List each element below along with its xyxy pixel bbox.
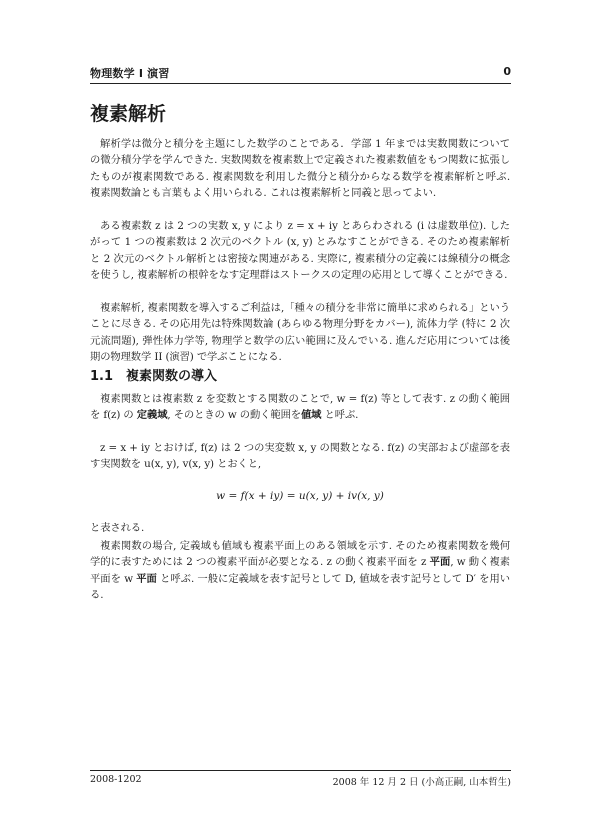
section-p4-text-b: , w 動く複素平面を w xyxy=(90,556,510,585)
section-title: 複素関数の導入 xyxy=(126,369,218,384)
term-w-plane: 平面 xyxy=(136,572,157,585)
section-p1-text-c: と呼ぶ. xyxy=(321,409,359,422)
header-title: 物理数学 I 演習 xyxy=(90,67,170,80)
section-paragraph-3: と表される. xyxy=(90,522,145,534)
section-heading xyxy=(90,365,217,384)
chapter-paragraph-3: 複素解析, 複素関数を導入するご利益は,「種々の積分を非常に簡単に求められる」ということに尽きる. その応用先は特殊関数論 (あらゆる物理分野をカバー), 流体力学 (特に 2 次元流問題), 弾性体力学等, 物理学と数学の広い範囲に及んでいる. 進んだ応用については後期の物理数学 II (演習) で学ぶことになる. xyxy=(90,302,510,364)
section-p4-text-c: と呼ぶ. 一般に定義域を表す記号として D, 値域を表す記号として D′ を用いる. xyxy=(90,572,510,602)
term-z-plane: 平面 xyxy=(429,556,451,569)
term-range: 値域 xyxy=(300,409,322,422)
section-number: 1.1 xyxy=(90,369,114,384)
footer-doc-id: 2008-1202 xyxy=(90,774,142,785)
section-p1-text-b: , そのときの w の動く範囲を xyxy=(167,409,301,422)
section-paragraph-2: z = x + iy とおけば, f(z) は 2 つの実変数 x, y の関数となる. f(z) の実部および虚部を表す実関数を u(x, y), v(x, y) とおくと, xyxy=(90,442,510,471)
header-page-number: 0 xyxy=(503,65,511,78)
chapter-paragraph-2: ある複素数 z は 2 つの実数 x, y により z = x + iy とあらわされる (i は虚数単位). したがって 1 つの複素数は 2 次元のベクトル (x, y) とみなすことができる. そのため複素解析と 2 次元のベクトル解析とは密接な関連がある. 実際に, 複素積分の定義には線積分の概念を使うし, 複素解析の根幹をなす定理群はストークスの定理の応用として導くことができる. xyxy=(90,220,510,282)
running-footer xyxy=(90,770,511,791)
section-p4-text-a: 複素関数の場合, 定義域も値域も複素平面上のある領域を示す. そのため複素関数を幾何学的に表すためには 2 つの複素平面が必要となる. z の動く複素平面を z xyxy=(90,540,510,569)
running-header xyxy=(90,63,511,84)
equation: w = f(x + iy) = u(x, y) + iv(x, y) xyxy=(216,490,384,502)
section-paragraph-4 xyxy=(90,538,510,604)
chapter-paragraph-1: 解析学は微分と積分を主題にした数学のことである．学部 1 年までは実数関数についての微分積分学を学んできた. 実数関数を複素数上で定義された複素数値をもつ関数に拡張したものが複素関数である. 複素関数を利用した微分と積分からなる数学を複素解析と呼ぶ. 複素関数論とも言葉もよく用いられる. これは複素解析と同義と思ってよい. xyxy=(90,138,510,200)
term-domain: 定義域 xyxy=(136,409,168,422)
footer-date-authors: 2008 年 12 月 2 日 (小高正嗣, 山本哲生) xyxy=(332,777,511,788)
section-p1-text-a: 複素関数とは複素数 z を変数とする関数のことで, w = f(z) 等として表す. z の動く範囲を f(z) の xyxy=(90,393,510,422)
section-paragraph-1 xyxy=(90,391,510,424)
chapter-title: 複素解析 xyxy=(90,103,167,125)
